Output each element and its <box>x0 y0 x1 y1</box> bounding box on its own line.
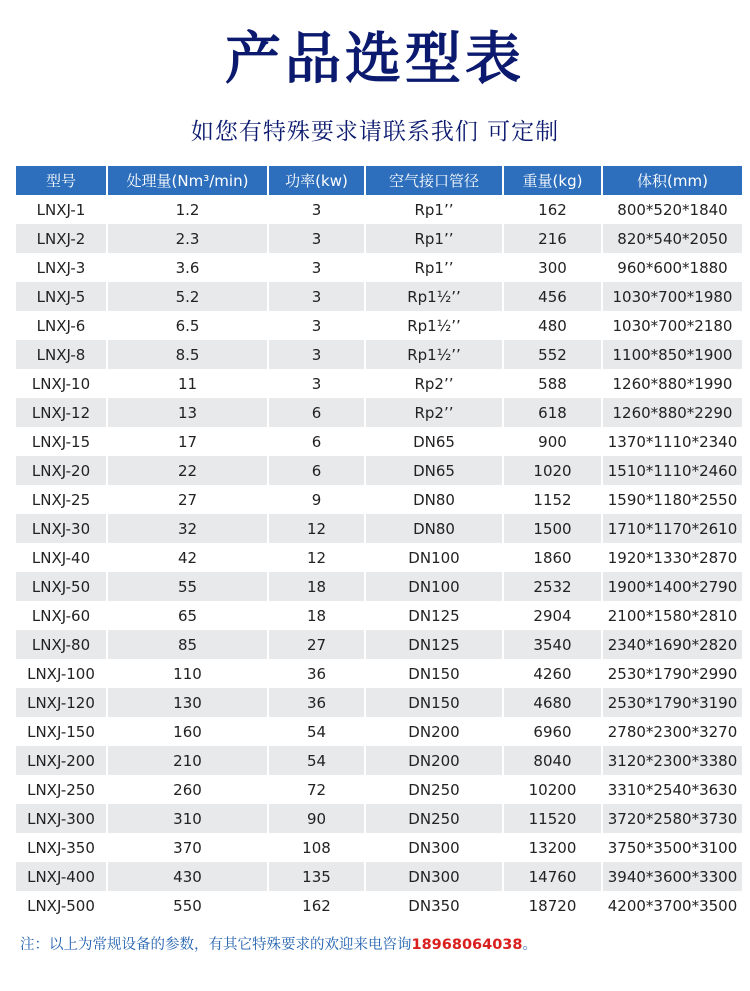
cell-weight: 4260 <box>502 659 601 688</box>
cell-air-connection: Rp1’’ <box>364 253 502 282</box>
cell-air-connection: Rp2’’ <box>364 369 502 398</box>
cell-air-connection: DN250 <box>364 775 502 804</box>
cell-weight: 6960 <box>502 717 601 746</box>
page-title: 产品选型表 <box>225 27 525 92</box>
cell-capacity: 6.5 <box>106 311 267 340</box>
cell-air-connection: Rp2’’ <box>364 398 502 427</box>
cell-air-connection: Rp1’’ <box>364 195 502 224</box>
cell-model: LNXJ-100 <box>16 659 106 688</box>
cell-capacity: 1.2 <box>106 195 267 224</box>
phone-number: 18968064038 <box>411 937 523 953</box>
cell-model: LNXJ-5 <box>16 282 106 311</box>
cell-capacity: 85 <box>106 630 267 659</box>
table-row <box>16 833 742 862</box>
table-row <box>16 398 742 427</box>
cell-model: LNXJ-1 <box>16 195 106 224</box>
cell-dimensions: 3940*3600*3300 <box>601 862 742 891</box>
cell-dimensions: 960*600*1880 <box>601 253 742 282</box>
table-row <box>16 891 742 920</box>
cell-capacity: 5.2 <box>106 282 267 311</box>
cell-model: LNXJ-2 <box>16 224 106 253</box>
cell-power: 12 <box>267 543 364 572</box>
cell-model: LNXJ-350 <box>16 833 106 862</box>
cell-weight: 162 <box>502 195 601 224</box>
cell-model: LNXJ-40 <box>16 543 106 572</box>
table-row <box>16 659 742 688</box>
cell-air-connection: DN350 <box>364 891 502 920</box>
cell-air-connection: DN125 <box>364 630 502 659</box>
cell-power: 3 <box>267 224 364 253</box>
cell-weight: 480 <box>502 311 601 340</box>
cell-power: 3 <box>267 282 364 311</box>
table-row <box>16 601 742 630</box>
cell-model: LNXJ-80 <box>16 630 106 659</box>
table-row <box>16 456 742 485</box>
cell-dimensions: 3720*2580*3730 <box>601 804 742 833</box>
cell-model: LNXJ-3 <box>16 253 106 282</box>
table-row <box>16 282 742 311</box>
cell-model: LNXJ-250 <box>16 775 106 804</box>
cell-power: 9 <box>267 485 364 514</box>
table-row <box>16 253 742 282</box>
cell-model: LNXJ-25 <box>16 485 106 514</box>
cell-air-connection: DN200 <box>364 717 502 746</box>
cell-air-connection: DN250 <box>364 804 502 833</box>
cell-power: 90 <box>267 804 364 833</box>
cell-weight: 300 <box>502 253 601 282</box>
cell-capacity: 22 <box>106 456 267 485</box>
cell-model: LNXJ-6 <box>16 311 106 340</box>
table-row <box>16 427 742 456</box>
cell-air-connection: DN65 <box>364 456 502 485</box>
table-row <box>16 340 742 369</box>
cell-dimensions: 1030*700*2180 <box>601 311 742 340</box>
cell-power: 54 <box>267 746 364 775</box>
table-row <box>16 862 742 891</box>
table-row <box>16 572 742 601</box>
cell-weight: 4680 <box>502 688 601 717</box>
column-header-power: 功率(kw) <box>267 166 364 195</box>
cell-dimensions: 2340*1690*2820 <box>601 630 742 659</box>
cell-power: 27 <box>267 630 364 659</box>
cell-dimensions: 3120*2300*3380 <box>601 746 742 775</box>
cell-weight: 14760 <box>502 862 601 891</box>
cell-dimensions: 3310*2540*3630 <box>601 775 742 804</box>
cell-capacity: 110 <box>106 659 267 688</box>
cell-air-connection: Rp1½’’ <box>364 340 502 369</box>
table-row <box>16 804 742 833</box>
cell-power: 3 <box>267 311 364 340</box>
cell-capacity: 370 <box>106 833 267 862</box>
cell-power: 18 <box>267 572 364 601</box>
table-header-row <box>16 166 742 195</box>
note-text: 注：以上为常规设备的参数，有其它特殊要求的欢迎来电咨询 <box>20 937 412 953</box>
page-subtitle: 如您有特殊要求请联系我们 可定制 <box>190 119 560 145</box>
cell-dimensions: 1920*1330*2870 <box>601 543 742 572</box>
cell-model: LNXJ-20 <box>16 456 106 485</box>
cell-power: 6 <box>267 427 364 456</box>
cell-dimensions: 1510*1110*2460 <box>601 456 742 485</box>
column-header-capacity: 处理量(Nm³/min) <box>106 166 267 195</box>
cell-power: 3 <box>267 340 364 369</box>
cell-power: 3 <box>267 253 364 282</box>
cell-weight: 18720 <box>502 891 601 920</box>
cell-power: 36 <box>267 659 364 688</box>
selection-table <box>16 166 742 920</box>
cell-capacity: 210 <box>106 746 267 775</box>
cell-power: 108 <box>267 833 364 862</box>
cell-weight: 1860 <box>502 543 601 572</box>
cell-model: LNXJ-50 <box>16 572 106 601</box>
cell-air-connection: DN80 <box>364 485 502 514</box>
cell-air-connection: DN65 <box>364 427 502 456</box>
cell-capacity: 2.3 <box>106 224 267 253</box>
table-row <box>16 775 742 804</box>
cell-air-connection: DN80 <box>364 514 502 543</box>
cell-dimensions: 3750*3500*3100 <box>601 833 742 862</box>
cell-capacity: 430 <box>106 862 267 891</box>
cell-model: LNXJ-500 <box>16 891 106 920</box>
cell-capacity: 3.6 <box>106 253 267 282</box>
cell-weight: 1152 <box>502 485 601 514</box>
cell-weight: 1500 <box>502 514 601 543</box>
cell-air-connection: DN300 <box>364 862 502 891</box>
cell-weight: 8040 <box>502 746 601 775</box>
cell-model: LNXJ-15 <box>16 427 106 456</box>
cell-dimensions: 1100*850*1900 <box>601 340 742 369</box>
cell-weight: 10200 <box>502 775 601 804</box>
cell-air-connection: DN300 <box>364 833 502 862</box>
cell-dimensions: 1370*1110*2340 <box>601 427 742 456</box>
cell-weight: 900 <box>502 427 601 456</box>
table-row <box>16 630 742 659</box>
cell-weight: 2532 <box>502 572 601 601</box>
cell-model: LNXJ-60 <box>16 601 106 630</box>
cell-model: LNXJ-10 <box>16 369 106 398</box>
cell-air-connection: Rp1½’’ <box>364 311 502 340</box>
cell-weight: 13200 <box>502 833 601 862</box>
cell-capacity: 42 <box>106 543 267 572</box>
cell-capacity: 65 <box>106 601 267 630</box>
cell-model: LNXJ-300 <box>16 804 106 833</box>
cell-model: LNXJ-8 <box>16 340 106 369</box>
cell-power: 3 <box>267 369 364 398</box>
cell-weight: 11520 <box>502 804 601 833</box>
cell-capacity: 55 <box>106 572 267 601</box>
cell-air-connection: DN150 <box>364 659 502 688</box>
cell-dimensions: 820*540*2050 <box>601 224 742 253</box>
cell-power: 3 <box>267 195 364 224</box>
cell-model: LNXJ-400 <box>16 862 106 891</box>
cell-weight: 588 <box>502 369 601 398</box>
cell-capacity: 310 <box>106 804 267 833</box>
table-row <box>16 195 742 224</box>
table-row <box>16 717 742 746</box>
cell-capacity: 8.5 <box>106 340 267 369</box>
cell-dimensions: 1260*880*2290 <box>601 398 742 427</box>
cell-weight: 552 <box>502 340 601 369</box>
cell-power: 18 <box>267 601 364 630</box>
cell-dimensions: 1030*700*1980 <box>601 282 742 311</box>
cell-air-connection: DN100 <box>364 543 502 572</box>
column-header-weight: 重量(kg) <box>502 166 601 195</box>
table-row <box>16 311 742 340</box>
cell-capacity: 160 <box>106 717 267 746</box>
cell-dimensions: 1710*1170*2610 <box>601 514 742 543</box>
cell-weight: 216 <box>502 224 601 253</box>
cell-dimensions: 4200*3700*3500 <box>601 891 742 920</box>
cell-capacity: 17 <box>106 427 267 456</box>
cell-dimensions: 2780*2300*3270 <box>601 717 742 746</box>
cell-air-connection: DN150 <box>364 688 502 717</box>
table-row <box>16 369 742 398</box>
cell-model: LNXJ-30 <box>16 514 106 543</box>
cell-power: 135 <box>267 862 364 891</box>
cell-capacity: 130 <box>106 688 267 717</box>
cell-weight: 618 <box>502 398 601 427</box>
column-header-air-connection: 空气接口管径 <box>364 166 502 195</box>
cell-capacity: 260 <box>106 775 267 804</box>
cell-air-connection: DN125 <box>364 601 502 630</box>
cell-model: LNXJ-12 <box>16 398 106 427</box>
table-row <box>16 543 742 572</box>
cell-dimensions: 1260*880*1990 <box>601 369 742 398</box>
cell-dimensions: 800*520*1840 <box>601 195 742 224</box>
table-body <box>16 195 742 920</box>
cell-power: 6 <box>267 456 364 485</box>
column-header-dimensions: 体积(mm) <box>601 166 742 195</box>
cell-capacity: 13 <box>106 398 267 427</box>
cell-power: 36 <box>267 688 364 717</box>
cell-air-connection: DN100 <box>364 572 502 601</box>
note-suffix: 。 <box>522 937 537 953</box>
cell-dimensions: 1900*1400*2790 <box>601 572 742 601</box>
cell-capacity: 27 <box>106 485 267 514</box>
cell-dimensions: 1590*1180*2550 <box>601 485 742 514</box>
cell-power: 162 <box>267 891 364 920</box>
cell-dimensions: 2530*1790*3190 <box>601 688 742 717</box>
table-row <box>16 514 742 543</box>
cell-power: 12 <box>267 514 364 543</box>
cell-air-connection: Rp1½’’ <box>364 282 502 311</box>
cell-model: LNXJ-150 <box>16 717 106 746</box>
cell-dimensions: 2530*1790*2990 <box>601 659 742 688</box>
table-row <box>16 746 742 775</box>
cell-power: 54 <box>267 717 364 746</box>
cell-capacity: 32 <box>106 514 267 543</box>
cell-power: 6 <box>267 398 364 427</box>
cell-weight: 2904 <box>502 601 601 630</box>
cell-dimensions: 2100*1580*2810 <box>601 601 742 630</box>
cell-power: 72 <box>267 775 364 804</box>
cell-capacity: 550 <box>106 891 267 920</box>
cell-air-connection: DN200 <box>364 746 502 775</box>
cell-capacity: 11 <box>106 369 267 398</box>
cell-weight: 1020 <box>502 456 601 485</box>
cell-model: LNXJ-120 <box>16 688 106 717</box>
table-row <box>16 224 742 253</box>
table-row <box>16 688 742 717</box>
cell-air-connection: Rp1’’ <box>364 224 502 253</box>
cell-weight: 456 <box>502 282 601 311</box>
table-row <box>16 485 742 514</box>
cell-weight: 3540 <box>502 630 601 659</box>
cell-model: LNXJ-200 <box>16 746 106 775</box>
footer-note <box>20 934 740 956</box>
column-header-model: 型号 <box>16 166 106 195</box>
